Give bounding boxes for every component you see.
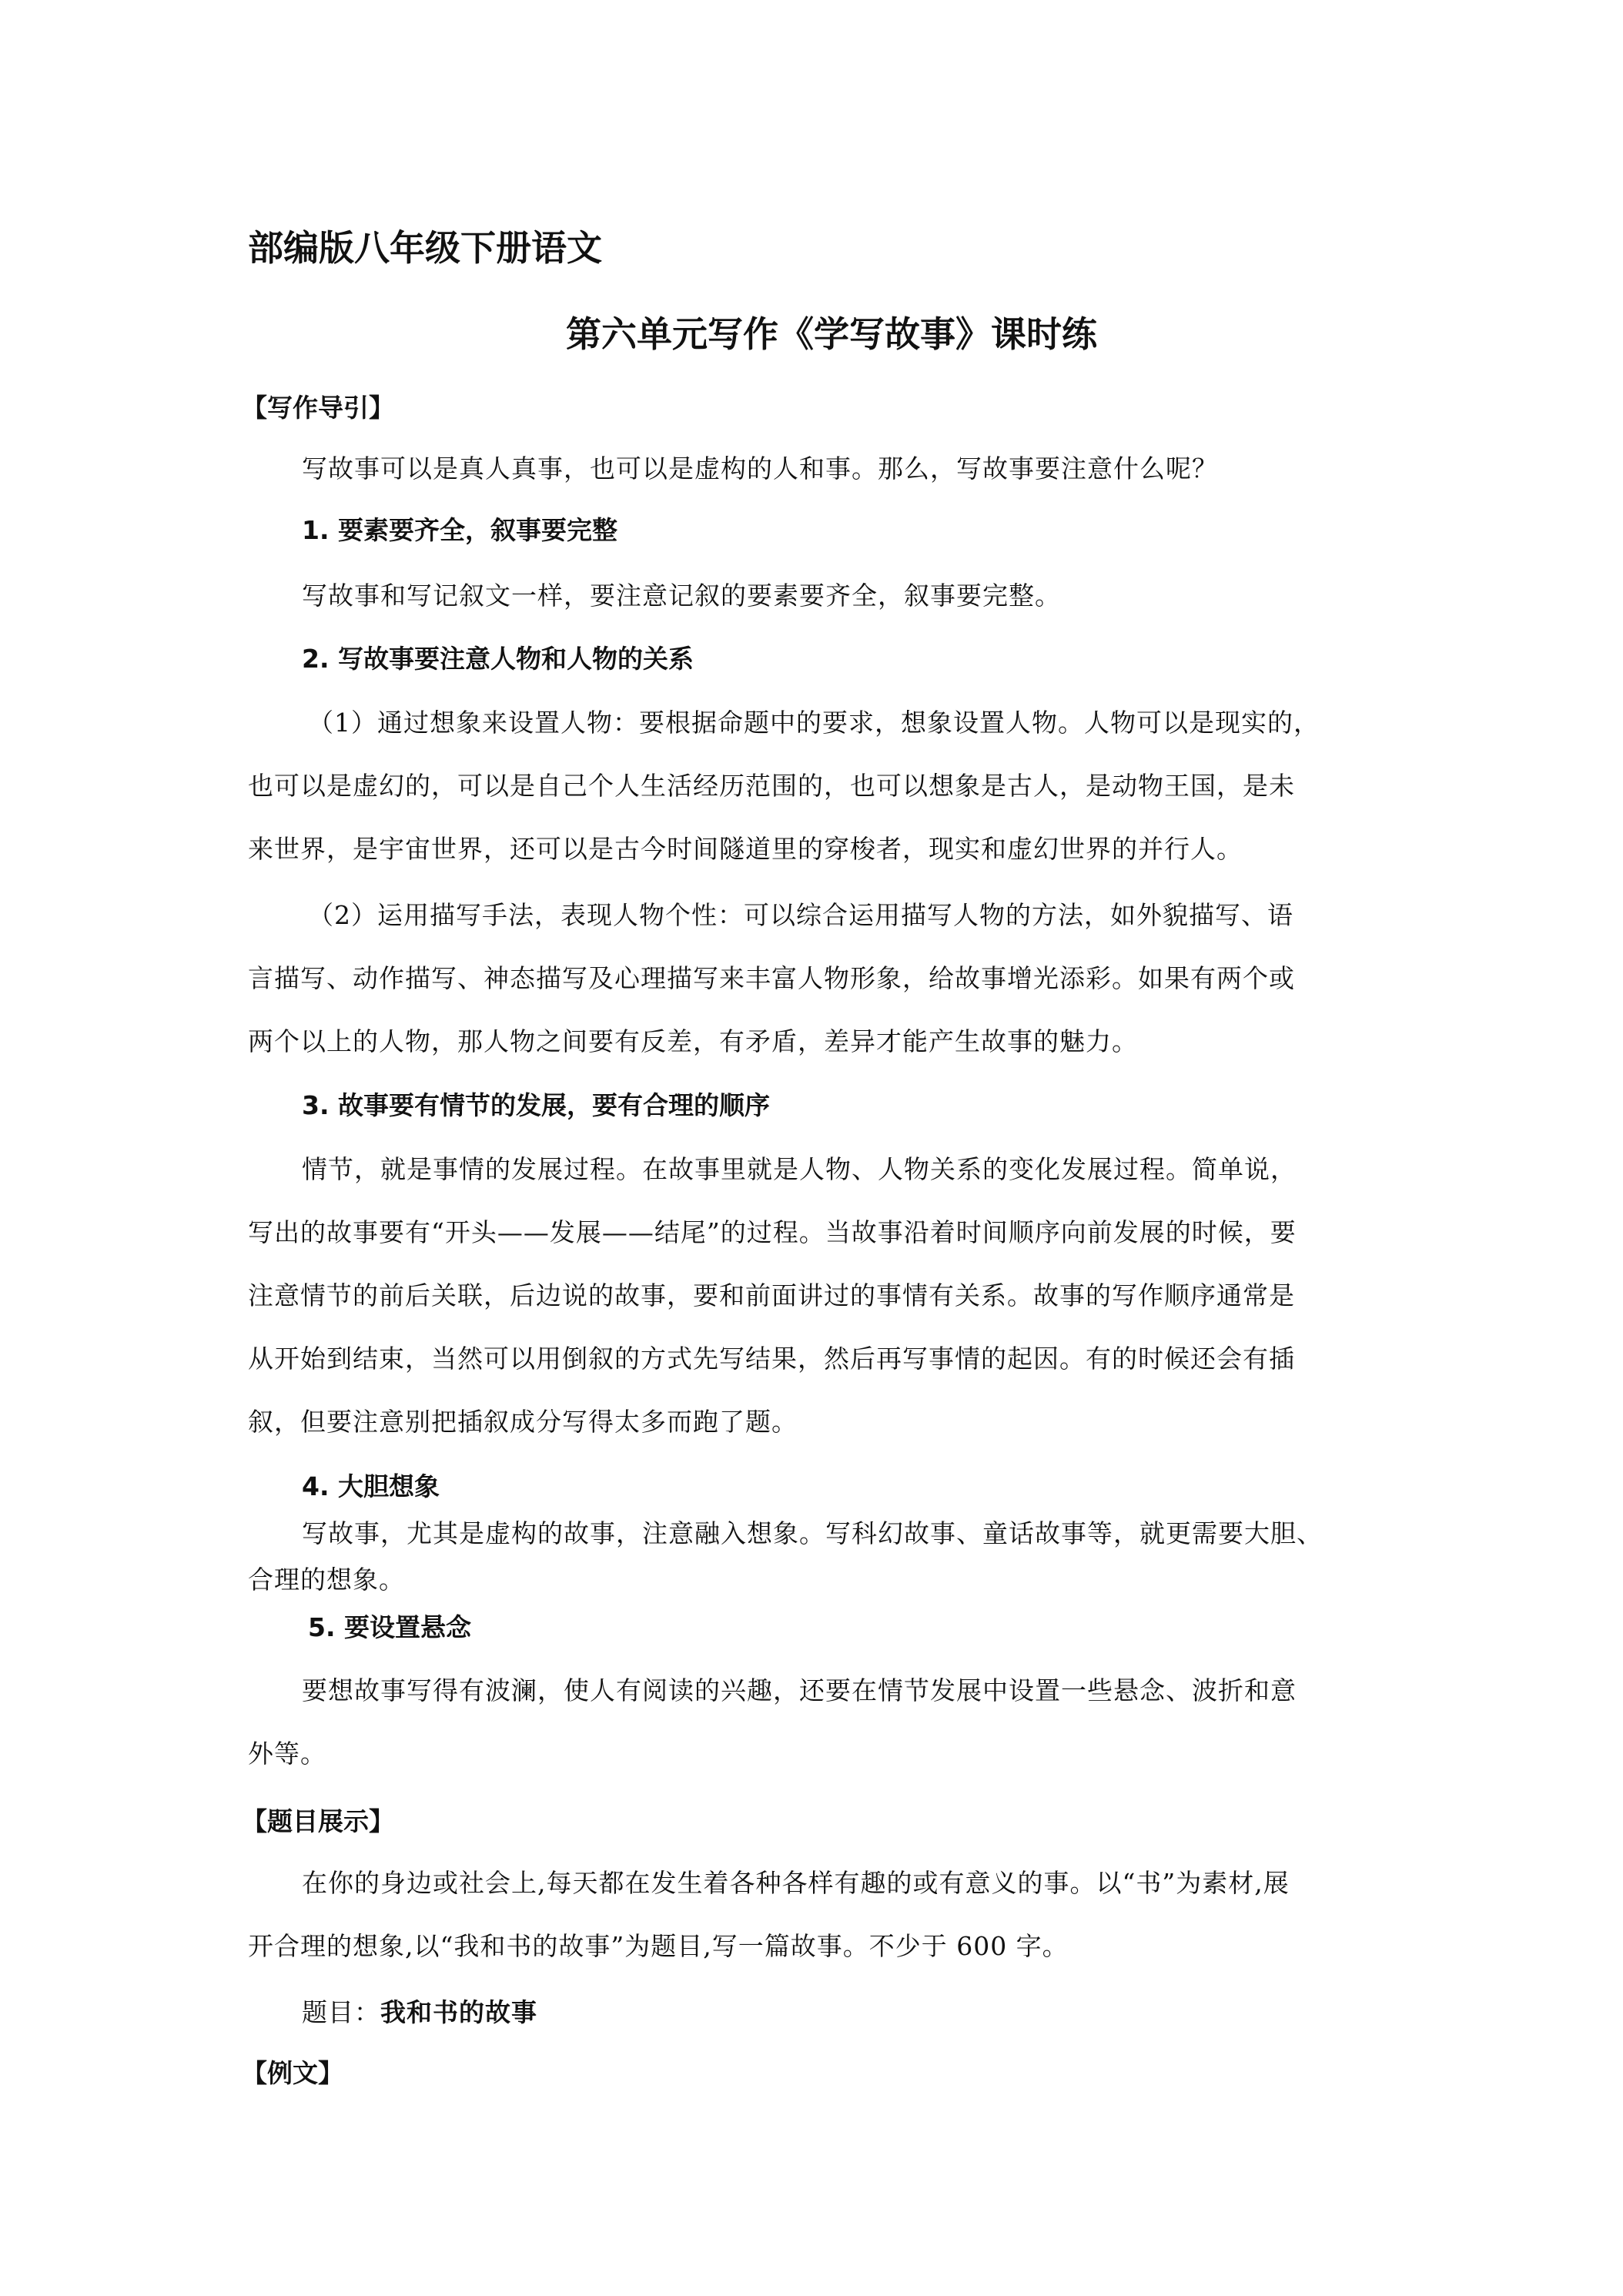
topic-line (302, 1993, 537, 2029)
point-5-line1: 要想故事写得有波澜，使人有阅读的兴趣，还要在情节发展中设置一些悬念、波折和意 (302, 1675, 1297, 1705)
section-header-prompt: 【题目展示】 (242, 1806, 394, 1836)
point-1-text: 写故事和写记叙文一样，要注意记叙的要素要齐全，叙事要完整。 (302, 581, 1061, 611)
section-header-guide: 【写作导引】 (242, 393, 394, 423)
prompt-line1: 在你的身边或社会上,每天都在发生着各种各样有趣的或有意义的事。以“书”为素材,展 (302, 1868, 1290, 1898)
point-2-sub2-line2: 言描写、动作描写、神态描写及心理描写来丰富人物形象，给故事增光添彩。如果有两个或 (248, 963, 1295, 993)
point-4-title: 4. 大胆想象 (302, 1471, 440, 1501)
topic-value: 我和书的故事 (380, 1997, 537, 2027)
section-header-example: 【例文】 (242, 2058, 343, 2088)
point-3-line5: 叙，但要注意别把插叙成分写得太多而跑了题。 (248, 1407, 798, 1437)
point-5-title: 5. 要设置悬念 (308, 1612, 471, 1642)
point-3-line4: 从开始到结束，当然可以用倒叙的方式先写结果，然后再写事情的起因。有的时候还会有插 (248, 1344, 1295, 1374)
point-2-title: 2. 写故事要注意人物和人物的关系 (302, 644, 694, 674)
topic-label: 题目： (302, 1997, 380, 2027)
point-2-sub2-line3: 两个以上的人物，那人物之间要有反差，有矛盾，差异才能产生故事的魅力。 (248, 1026, 1138, 1056)
prompt-line2: 开合理的想象,以“我和书的故事”为题目,写一篇故事。不少于 600 字。 (248, 1931, 1069, 1961)
document-title: 部编版八年级下册语文 (248, 227, 602, 269)
point-2-sub1-line2: 也可以是虚幻的，可以是自己个人生活经历范围的，也可以想象是古人，是动物王国，是未 (248, 771, 1295, 801)
point-3-title: 3. 故事要有情节的发展，要有合理的顺序 (302, 1090, 770, 1120)
intro-paragraph: 写故事可以是真人真事，也可以是虚构的人和事。那么，写故事要注意什么呢？ (302, 454, 1218, 484)
point-2-sub2-line1: （2）运用描写手法，表现人物个性：可以综合运用描写人物的方法，如外貌描写、语 (308, 900, 1293, 930)
point-3-line1: 情节，就是事情的发展过程。在故事里就是人物、人物关系的变化发展过程。简单说， (302, 1154, 1297, 1184)
point-4-line2: 合理的想象。 (248, 1565, 405, 1595)
point-4-line1: 写故事，尤其是虚构的故事，注意融入想象。写科幻故事、童话故事等，就更需要大胆、 (302, 1518, 1323, 1548)
point-3-line3: 注意情节的前后关联，后边说的故事，要和前面讲过的事情有关系。故事的写作顺序通常是 (248, 1280, 1295, 1310)
point-2-sub1-line1: （1）通过想象来设置人物：要根据命题中的要求，想象设置人物。人物可以是现实的， (308, 708, 1320, 738)
point-2-sub1-line3: 来世界，是宇宙世界，还可以是古今时间隧道里的穿梭者，现实和虚幻世界的并行人。 (248, 834, 1243, 864)
point-5-line2: 外等。 (248, 1739, 326, 1769)
document-subtitle: 第六单元写作《学写故事》课时练 (566, 313, 1097, 355)
point-3-line2: 写出的故事要有“开头——发展——结尾”的过程。当故事沿着时间顺序向前发展的时候，要 (248, 1217, 1297, 1247)
point-1-title: 1. 要素要齐全，叙事要完整 (302, 515, 617, 545)
